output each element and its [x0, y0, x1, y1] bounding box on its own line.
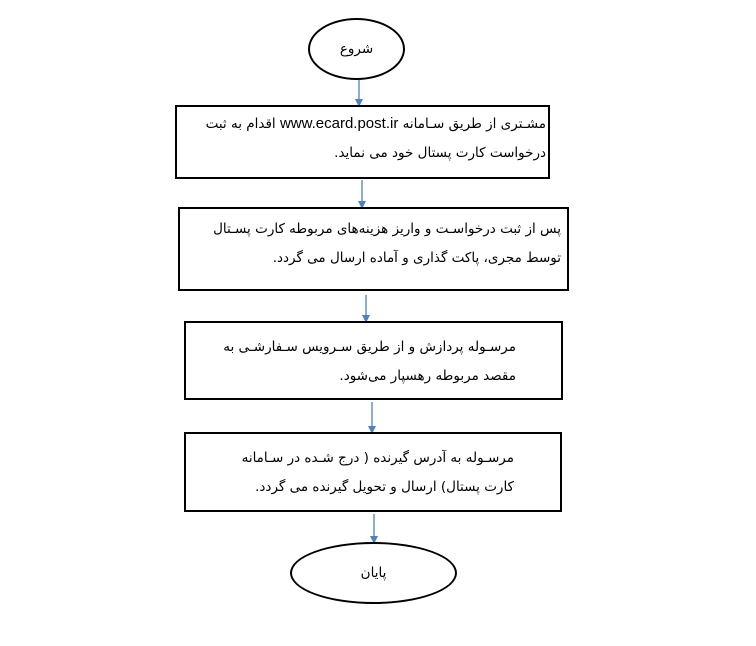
start-node	[308, 18, 405, 80]
step-1-line-2: درخواست کارت پستال خود می نماید.	[334, 145, 546, 161]
step-2-line-1: پس از ثبت درخواسـت و واریز هزینه‌های مربوطه کارت پسـتال	[213, 221, 561, 237]
step-3-line-1: مرسـوله پردازش و از طریق سـرویس سـفارشـی به	[223, 339, 516, 355]
step-1-text	[206, 109, 546, 168]
end-label: پایان	[360, 565, 387, 581]
end-node	[290, 542, 457, 604]
step-4-line-2: کارت پستال) ارسال و تحویل گیرنده می گردد.	[255, 479, 514, 495]
step-1-line-1: مشـتری از طریق سـامانه www.ecard.post.ir اقدام به ثبت	[205, 115, 546, 132]
step-4-text	[242, 444, 514, 502]
step-2-text	[213, 215, 561, 273]
step-4-line-1: مرسـوله به آدرس گیرنده ( درج شـده در سـامانه	[241, 450, 514, 466]
step-2-line-2: توسط مجری، پاکت گذاری و آماده ارسال می گردد.	[272, 250, 561, 266]
step-1-url: www.ecard.post.ir	[279, 115, 399, 132]
step-3-line-2: مقصد مربوطه رهسپار می‌شود.	[339, 368, 516, 384]
step-3-text	[223, 333, 516, 391]
start-label: شروع	[339, 41, 374, 57]
